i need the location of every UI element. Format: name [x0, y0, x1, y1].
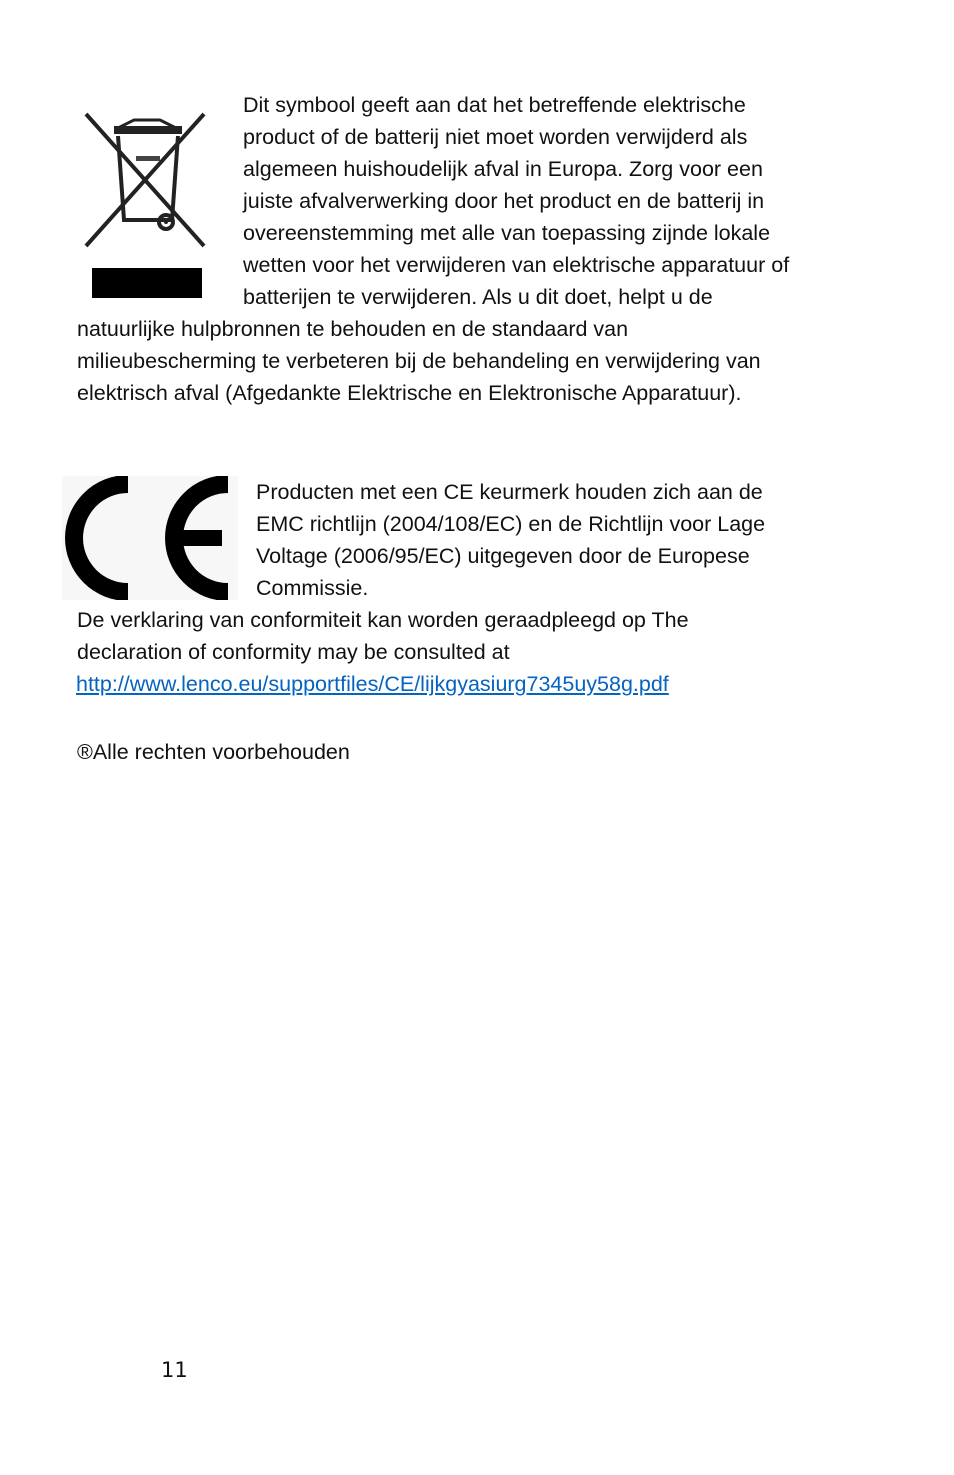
declaration-text-line: De verklaring van conformiteit kan worden geraadpleegd op The	[77, 608, 689, 632]
weee-text-line: product of de batterij niet moet worden verwijderd als	[243, 125, 748, 149]
ce-text-line: Voltage (2006/95/EC) uitgegeven door de Europese	[256, 544, 750, 568]
declaration-text-line: declaration of conformity may be consulted at	[77, 640, 510, 664]
ce-text-line: Producten met een CE keurmerk houden zich aan de	[256, 480, 763, 504]
weee-text-line: wetten voor het verwijderen van elektrische apparatuur of	[243, 253, 790, 277]
crossed-out-wheelie-bin-icon	[78, 108, 212, 302]
weee-text-line: Dit symbool geeft aan dat het betreffende elektrische	[243, 93, 746, 117]
declaration-link[interactable]: http://www.lenco.eu/supportfiles/CE/lijkgyasiurg7345uy58g.pdf	[76, 672, 669, 696]
weee-text-line: juiste afvalverwerking door het product en de batterij in	[243, 189, 765, 213]
rights-notice: ®Alle rechten voorbehouden	[77, 740, 350, 764]
weee-text-line: elektrisch afval (Afgedankte Elektrische en Elektronische Apparatuur).	[77, 381, 742, 405]
ce-mark-icon	[62, 476, 238, 600]
ce-text-line: EMC richtlijn (2004/108/EC) en de Richtlijn voor Lage	[256, 512, 766, 536]
weee-text-line: overeenstemming met alle van toepassing zijnde lokale	[243, 221, 771, 245]
weee-text-line: algemeen huishoudelijk afval in Europa. Zorg voor een	[243, 157, 763, 181]
weee-text-line: milieubescherming te verbeteren bij de behandeling en verwijdering van	[77, 349, 761, 373]
page-number: 11	[161, 1358, 188, 1382]
ce-text-line: Commissie.	[256, 576, 369, 600]
weee-text-line: batterijen te verwijderen. Als u dit doet, helpt u de	[243, 285, 713, 309]
weee-text-line: natuurlijke hulpbronnen te behouden en de standaard van	[77, 317, 629, 341]
